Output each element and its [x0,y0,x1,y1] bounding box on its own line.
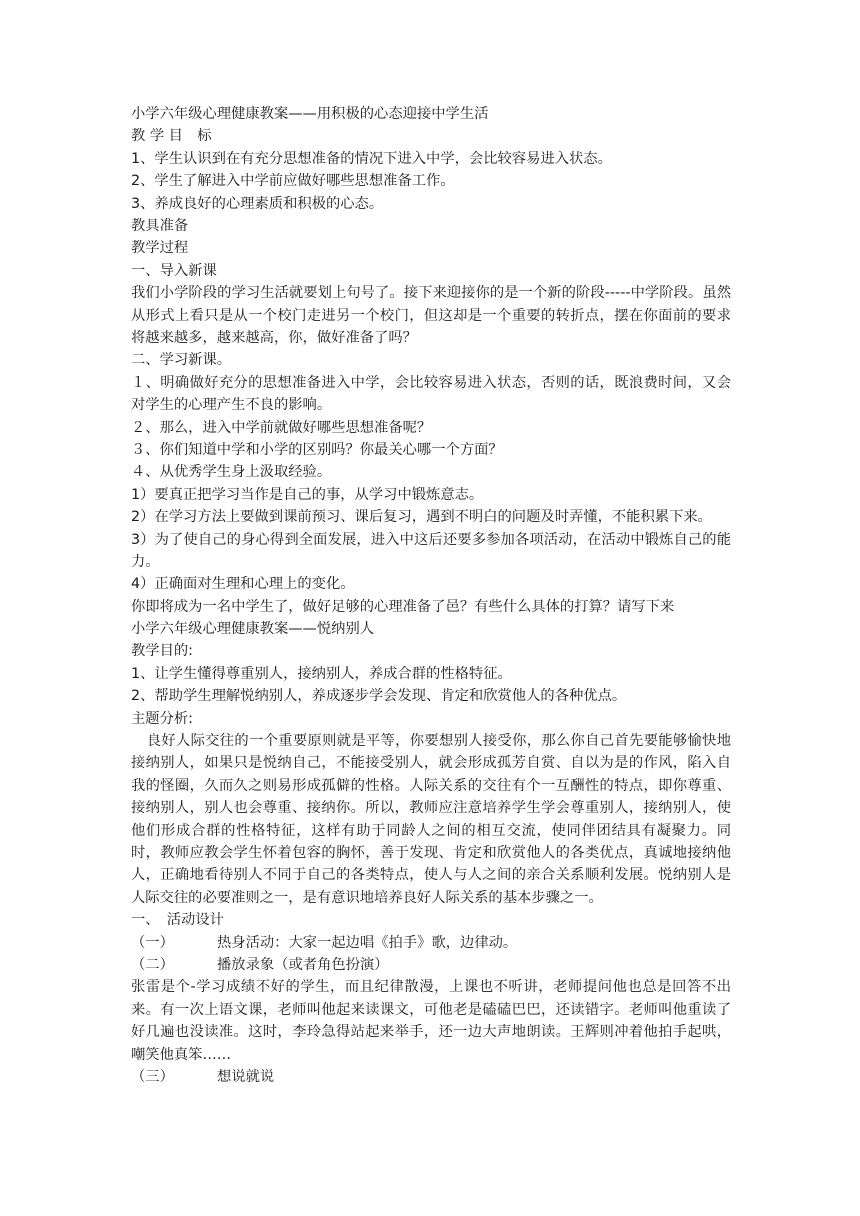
analysis-heading: 主题分析: [131,710,194,727]
experience-item: 3）为了使自己的身心得到全面发展，进入中这后还要多参加各项活动，在活动中锻炼自己的能力。 [131,531,731,570]
activity-heading: 一、 活动设计 [131,912,224,929]
aim-item: 1、让学生懂得尊重别人，接纳别人，养成合群的性格特征。 [131,665,512,682]
intro-paragraph: 我们小学阶段的学习生活就要划上句号了。接下来迎接你的是一个新的阶段-----中学阶段。虽然从形式上看只是从一个校门走进另一个校门，但这却是一个重要的转折点，摆在你面前的要求将越来越多，越来越高，你，做好准备了吗？ [131,285,731,346]
document-body [131,103,731,1088]
lesson-item: １、明确做好充分的思想准备进入中学，会比较容易进入状态，否则的话，既浪费时间，又会对学生的心理产生不良的影响。 [131,374,731,414]
lesson-item: ３、你们知道中学和小学的区别吗？你最关心哪一个方面？ [131,441,503,458]
experience-item: 1）要真正把学习当作是自己的事，从学习中锻炼意志。 [131,486,484,503]
activity-item-3 [131,1066,731,1088]
experience-item: 4）正确面对生理和心理上的变化。 [131,576,355,593]
lesson-item: ２、那么，进入中学前就做好哪些思想准备呢？ [131,419,432,436]
goal-item: 2、学生了解进入中学前应做好哪些思想准备工作。 [131,173,455,190]
aims-heading: 教学目的: [131,643,194,660]
activity-text: 想说就说 [217,1069,275,1086]
section-heading-intro: 一、导入新课 [131,262,217,279]
section-heading-new-lesson: 二、学习新课。 [131,352,232,369]
analysis-paragraph: 良好人际交往的一个重要原则就是平等，你要想别人接受你，那么你自己首先要能够愉快地接纳别人，如果只是悦纳自己，不能接受别人，就会形成孤芳自赏、自以为是的作风，陷入自我的怪圈，久而久之则易形成孤僻的性格。人际关系的交往有个一互酬性的特点，即你尊重、接纳别人，别人也会尊重、接纳你。所以，教师应注意培养学生学会尊重别人，接纳别人，使他们形成合群的性格特征，这样有助于同龄人之间的相互交流，使同伴团结具有凝聚力。同时，教师应教会学生怀着包容的胸怀，善于发现、肯定和欣赏他人的各类优点，真诚地接纳他人，正确地看待别人不同于自己的各类特点，使人与人之间的亲合关系顺利发展。悦纳别人是人际交往的必要准则之一，是有意识地培养良好人际关系的基本步骤之一。 [131,733,731,906]
lesson-title-2: 小学六年级心理健康教案——悦纳别人 [131,621,375,638]
aim-item: 2、帮助学生理解悦纳别人，养成逐步学会发现、肯定和欣赏他人的各种优点。 [131,688,627,705]
story-paragraph: 张雷是个-学习成绩不好的学生，而且纪律散漫，上课也不听讲，老师提问他也总是回答不出来。有一次上语文课，老师叫他起来读课文，可他老是磕磕巴巴，还读错字。老师叫他重读了好几遍也没读准。这时，李玲急得站起来举手，还一边大声地朗读。王辉则冲着他拍手起哄，嘲笑他真笨…… [131,979,731,1063]
goal-item: 3、养成良好的心理素质和积极的心态。 [131,195,384,212]
activity-text: 播放录象（或者角色扮演） [217,957,389,974]
activity-item-2 [131,954,731,976]
activity-number: （一） [131,934,174,951]
process-heading: 教学过程 [131,240,189,257]
experience-item: 2）在学习方法上要做到课前预习、课后复习，遇到不明白的问题及时弄懂，不能积累下来。 [131,509,712,526]
activity-number: （二） [131,957,174,974]
lesson-item: ４、从优秀学生身上汲取经验。 [131,464,332,481]
tools-heading: 教具准备 [131,217,189,234]
activity-text: 热身活动：大家一起边唱《拍手》歌，边律动。 [217,934,518,951]
activity-number: （三） [131,1069,174,1086]
closing-question: 你即将成为一名中学生了，做好足够的心理准备了邑？有些什么具体的打算？请写下来 [131,598,675,615]
lesson-title-1: 小学六年级心理健康教案——用积极的心态迎接中学生活 [131,106,489,122]
goals-heading: 教 学 目 标 [131,128,212,145]
goal-item: 1、学生认识到在有充分思想准备的情况下进入中学，会比较容易进入状态。 [131,150,612,167]
activity-item-1 [131,932,731,954]
